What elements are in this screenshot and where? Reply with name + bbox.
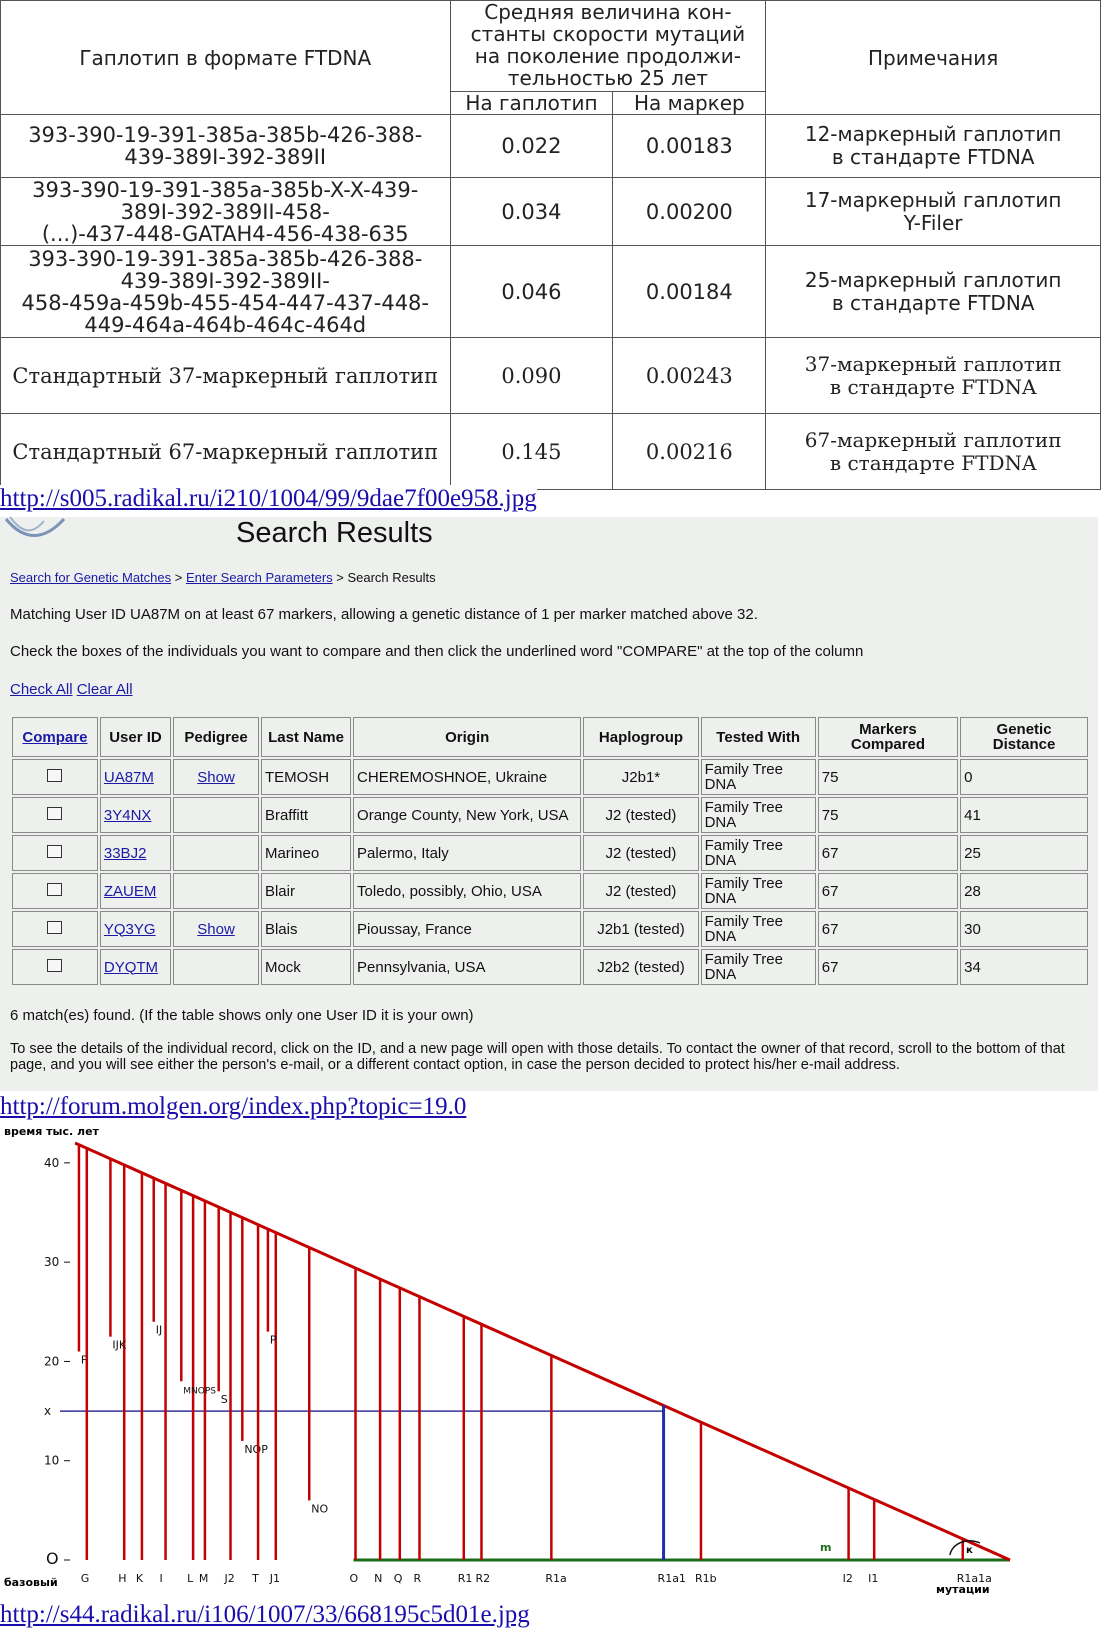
compare-header[interactable]: Compare <box>12 717 98 757</box>
branch-label: I1 <box>868 1572 879 1585</box>
header-per-marker: На маркер <box>613 92 766 115</box>
details-text: To see the details of the individual record, click on the ID, and a new page will open with those details. To contact the owner of that record, scroll to the bottom of that page, and you will see either the person's e-mail, or a different contact option, in case the person decided to protect his/her e-mail address. <box>10 1041 1065 1073</box>
table-row: DYQTM Mock Pennsylvania, USA J2b2 (tested) Family Tree DNA 67 34 <box>12 949 1088 985</box>
user-id-link[interactable]: DYQTM <box>103 958 159 976</box>
user-id-link[interactable]: 33BJ2 <box>103 844 147 862</box>
pedigree-link[interactable]: Show <box>197 768 235 786</box>
match-count-text: 6 match(es) found. (If the table shows only one User ID it is your own) <box>10 1007 474 1024</box>
compare-checkbox[interactable] <box>47 921 62 934</box>
y-tick-label: 20 <box>44 1354 60 1369</box>
check-all-link[interactable]: Check All <box>10 681 73 698</box>
branch-label: L <box>187 1572 194 1585</box>
branch-label: N <box>374 1572 383 1585</box>
branch-label: R1a1a <box>956 1572 992 1585</box>
table-row: UA87M Show TEMOSH CHEREMOSHNOE, Ukraine J2b1* Family Tree DNA 75 0 <box>12 759 1088 795</box>
breadcrumb-link-search[interactable]: Search for Genetic Matches <box>10 570 172 585</box>
branch-label: T <box>252 1572 259 1585</box>
x-axis-label-right: мутации <box>936 1583 990 1596</box>
annotation-m: m <box>820 1541 832 1554</box>
table-row: Стандартный 37-маркерный гаплотип 0.090 0.00243 37-маркерный гаплотип в стандарте FTDNA <box>1 338 1101 414</box>
x-axis-label-left: базовый <box>4 1576 58 1589</box>
branch-label: F <box>80 1353 88 1367</box>
branch-label: H <box>118 1572 127 1585</box>
compare-checkbox[interactable] <box>47 807 62 820</box>
branch-label: NO <box>311 1502 329 1516</box>
branch-label: S <box>220 1393 228 1407</box>
branch-label: R1 <box>457 1572 473 1585</box>
branch-label: R1a <box>545 1572 567 1585</box>
branch-label: R1b <box>694 1572 717 1585</box>
branch-label: IJK <box>112 1338 127 1352</box>
page-title: Search Results <box>236 517 433 549</box>
dna-logo-icon <box>4 515 94 545</box>
source-link-forum[interactable]: http://forum.molgen.org/index.php?topic=19.0 <box>0 1093 467 1120</box>
branch-label: Q <box>393 1572 403 1585</box>
table-row: 33BJ2 Marineo Palermo, Italy J2 (tested) Family Tree DNA 67 25 <box>12 835 1088 871</box>
compare-checkbox[interactable] <box>47 845 62 858</box>
compare-checkbox[interactable] <box>47 769 62 782</box>
column-header: Tested With <box>701 717 816 757</box>
branch-label: NOP <box>244 1442 268 1456</box>
age-line <box>75 1143 1010 1560</box>
header-per-haplotype: На гаплотип <box>450 92 613 115</box>
y-tick-label: x <box>44 1404 52 1419</box>
user-id-link[interactable]: YQ3YG <box>103 920 156 938</box>
pedigree-link[interactable]: Show <box>197 920 235 938</box>
branch-label: I2 <box>842 1572 853 1585</box>
y-tick-label: O <box>46 1549 59 1568</box>
haplogroup-chart <box>0 1123 1101 1603</box>
breadcrumb-link-parameters[interactable]: Enter Search Parameters <box>185 570 333 585</box>
branch-label: MNOPS <box>183 1386 217 1397</box>
breadcrumb: Search for Genetic Matches > Enter Search Parameters > Search Results <box>10 570 436 585</box>
branch-label: R <box>413 1572 422 1585</box>
matching-text: Matching User ID UA87M on at least 67 markers, allowing a genetic distance of 1 per marker matched above 32. <box>10 606 758 623</box>
instructions-text: Check the boxes of the individuals you want to compare and then click the underlined word "COMPARE" at the top of the column <box>10 643 864 660</box>
search-results-panel <box>0 517 1098 1091</box>
annotation-k: к <box>966 1545 973 1556</box>
y-tick-label: 10 <box>44 1453 60 1468</box>
table-row: YQ3YG Show Blais Pioussay, France J2b1 (tested) Family Tree DNA 67 30 <box>12 911 1088 947</box>
branch-label: G <box>80 1572 90 1585</box>
table-row: Стандартный 67-маркерный гаплотип 0.145 0.00216 67-маркерный гаплотип в стандарте FTDNA <box>1 414 1101 490</box>
y-axis-label: время тыс. лет <box>4 1125 99 1138</box>
column-header: Origin <box>353 717 581 757</box>
breadcrumb-current: > Search Results <box>332 570 436 585</box>
column-header: Markers Compared <box>818 717 958 757</box>
branch-label: J2 <box>224 1572 235 1585</box>
column-header: User ID <box>100 717 171 757</box>
branch-label: IJ <box>155 1323 163 1337</box>
header-haplotype: Гаплотип в формате FTDNA <box>1 1 451 115</box>
y-tick-label: 30 <box>44 1255 60 1270</box>
table-row: 393-390-19-391-385a-385b-X-X-439- 389I-392-389II-458- (...)-437-448-GATAH4-456-438-635 0.034 0.00200 17-маркерный гаплотип Y-Filer <box>1 178 1101 246</box>
source-link-chart[interactable]: http://s44.radikal.ru/i106/1007/33/668195c5d01e.jpg <box>0 1601 530 1628</box>
user-id-link[interactable]: UA87M <box>103 768 154 786</box>
table-row: 3Y4NX Braffitt Orange County, New York, USA J2 (tested) Family Tree DNA 75 41 <box>12 797 1088 833</box>
y-tick-label: 40 <box>44 1155 60 1170</box>
branch-label: M <box>198 1572 209 1585</box>
mutation-rate-table <box>0 0 1101 490</box>
header-rate: Средняя величина кон- станты скорости мутаций на поколение продолжи- тельностью 25 лет <box>450 1 766 92</box>
check-controls <box>10 681 133 698</box>
branch-label: P <box>269 1333 277 1347</box>
results-table <box>10 715 1090 987</box>
clear-all-link[interactable]: Clear All <box>76 681 133 698</box>
user-id-link[interactable]: ZAUEM <box>103 882 157 900</box>
table-row: ZAUEM Blair Toledo, possibly, Ohio, USA J2 (tested) Family Tree DNA 67 28 <box>12 873 1088 909</box>
source-link-table[interactable]: http://s005.radikal.ru/i210/1004/99/9dae7f00e958.jpg <box>0 485 537 512</box>
header-notes: Примечания <box>766 1 1101 115</box>
table-row: 393-390-19-391-385a-385b-426-388- 439-389I-392-389II- 458-459a-459b-455-454-447-437-448- 449-464a-464b-464c-464d 0.046 0.00184 25-маркерный гаплотип в стандарте FTDNA <box>1 246 1101 338</box>
branch-label: R2 <box>475 1572 491 1585</box>
column-header: Haplogroup <box>583 717 698 757</box>
column-header: Pedigree <box>173 717 259 757</box>
branch-label: J1 <box>269 1572 281 1585</box>
table-row: 393-390-19-391-385a-385b-426-388- 439-389I-392-389II 0.022 0.00183 12-маркерный гаплотип в стандарте FTDNA <box>1 115 1101 178</box>
branch-label: I <box>159 1572 163 1585</box>
column-header: Last Name <box>261 717 351 757</box>
column-header: Genetic Distance <box>960 717 1088 757</box>
branch-label: K <box>135 1572 144 1585</box>
compare-checkbox[interactable] <box>47 883 62 896</box>
results-header-row <box>12 717 1088 757</box>
compare-checkbox[interactable] <box>47 959 62 972</box>
branch-label: R1a1 <box>657 1572 686 1585</box>
user-id-link[interactable]: 3Y4NX <box>103 806 152 824</box>
angle-arc <box>950 1541 980 1555</box>
branch-label: O <box>349 1572 359 1585</box>
